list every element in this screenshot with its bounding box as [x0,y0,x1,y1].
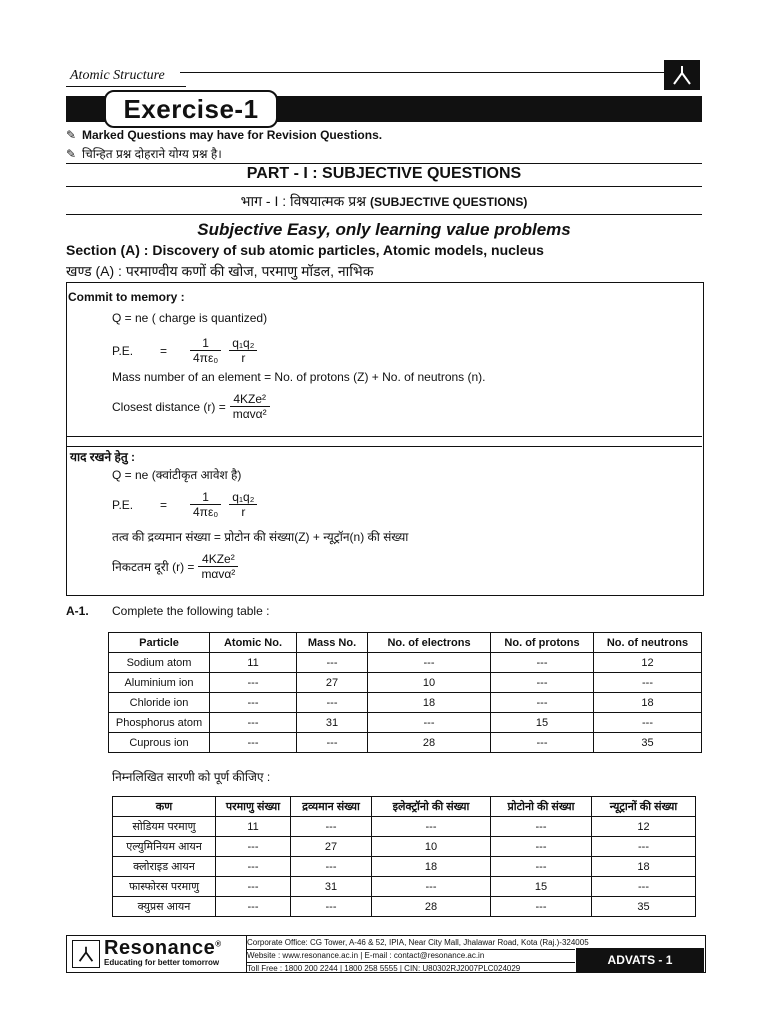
table-row [113,817,696,837]
table-cell: --- [491,733,594,753]
table-cell: Phosphorus atom [109,713,210,733]
memory-box [66,282,704,596]
table-header-cell: न्यूट्रानों की संख्या [592,797,696,817]
header-underline [66,86,186,87]
divider [66,186,702,187]
table-row [109,673,702,693]
table-cell: 10 [368,673,491,693]
table-row [109,653,702,673]
table-cell: --- [216,837,291,857]
question-text-hindi: निम्नलिखित सारणी को पूर्ण कीजिए : [112,770,271,784]
footer-rule [247,962,575,963]
table-cell: Aluminium ion [109,673,210,693]
table-cell: 27 [297,673,368,693]
table-cell: --- [594,713,702,733]
particle-table-hindi [112,796,696,917]
memory-heading: Commit to memory : [68,290,185,304]
table-cell: --- [216,897,291,917]
table-cell: 31 [297,713,368,733]
table-cell: 31 [291,877,372,897]
table-cell: क्लोराइड आयन [113,857,216,877]
table-cell: 12 [594,653,702,673]
table-header-cell: परमाणु संख्या [216,797,291,817]
table-cell: --- [297,693,368,713]
footer-tagline: Educating for better tomorrow [104,958,220,967]
table-cell: --- [368,653,491,673]
table-cell: --- [594,673,702,693]
table-cell: --- [491,653,594,673]
table-header-cell: Atomic No. [210,633,297,653]
table-header-row [113,797,696,817]
table-row [113,837,696,857]
table-cell: 28 [372,897,491,917]
table-cell: 18 [368,693,491,713]
pe-formula: P.E. = $\frac{1}{\text{4πε₀}}$ $\frac{\text{q₁q₂}}{r}$ [112,336,257,365]
section-title-hindi: खण्ड (A) : परमाण्वीय कणों की खोज, परमाणु मॉडल, नाभिक [66,263,374,279]
table-cell: --- [291,857,372,877]
table-row [113,897,696,917]
table-cell: --- [491,817,592,837]
charge-formula: Q = ne ( charge is quantized) [112,311,268,325]
table-header-cell: Particle [109,633,210,653]
divider [66,163,702,164]
note-hindi: ✎ चिन्हित प्रश्न दोहराने योग्य प्रश्न है। [66,147,222,161]
divider [66,214,702,215]
table-cell: एल्युमिनियम आयन [113,837,216,857]
chapter-title: Atomic Structure [70,68,165,83]
table-cell: Cuprous ion [109,733,210,753]
table-header-cell: No. of neutrons [594,633,702,653]
subtitle: Subjective Easy, only learning value problems [197,220,571,239]
table-cell: --- [372,817,491,837]
table-header-cell: No. of electrons [368,633,491,653]
pen-icon: ✎ [66,128,77,142]
table-cell: --- [210,733,297,753]
table-header-cell: इलेक्ट्रॉनो की संख्या [372,797,491,817]
table-cell: 10 [372,837,491,857]
footer-rule [247,949,575,950]
table-cell: 12 [592,817,696,837]
table-cell: 18 [372,857,491,877]
table-header-row [109,633,702,653]
part-title: PART - I : SUBJECTIVE QUESTIONS [246,165,522,182]
table-cell: फास्फोरस परमाणु [113,877,216,897]
table-cell: 35 [592,897,696,917]
table-cell: --- [210,693,297,713]
exercise-title: Exercise-1 [104,90,278,128]
table-row [109,693,702,713]
table-header-cell: No. of protons [491,633,594,653]
memory-divider [66,436,702,437]
table-cell: 15 [491,713,594,733]
table-row [113,877,696,897]
particle-table [108,632,702,753]
table-cell: --- [491,857,592,877]
table-cell: 28 [368,733,491,753]
table-cell: 11 [216,817,291,837]
table-header-cell: कण [113,797,216,817]
closest-distance-formula-hindi: निकटतम दूरी (r) = $\frac{\text{4KZe²}}{\text{mαvα²}}$ [112,552,238,581]
table-cell: क्युप्रस आयन [113,897,216,917]
table-cell: --- [297,733,368,753]
table-cell: --- [491,837,592,857]
footer-web: Website : www.resonance.ac.in | E-mail : contact@resonance.ac.in [247,951,485,960]
pen-icon: ✎ [66,147,77,161]
table-cell: --- [592,837,696,857]
table-cell: 27 [291,837,372,857]
resonance-logo-icon [664,60,700,90]
table-cell: --- [491,673,594,693]
table-header-cell: द्रव्यमान संख्या [291,797,372,817]
table-cell: 15 [491,877,592,897]
table-cell: --- [368,713,491,733]
part-subtitle-hindi: भाग - I : विषयात्मक प्रश्न (SUBJECTIVE QUESTIONS) [240,193,528,209]
closest-distance-formula: Closest distance (r) = $\frac{\text{4KZe²}}{\text{mαvα²}}$ [112,392,270,421]
mass-number-formula-hindi: तत्व की द्रव्यमान संख्या = प्रोटोन की संख्या(Z) + न्यूट्रॉन(n) की संख्या [112,530,409,544]
pe-formula-hindi: P.E. = $\frac{1}{\text{4πε₀}}$ $\frac{\text{q₁q₂}}{r}$ [112,490,257,519]
table-cell: Sodium atom [109,653,210,673]
table-cell: --- [291,817,372,837]
question-number: A-1. [66,604,89,618]
table-row [109,713,702,733]
table-header-cell: Mass No. [297,633,368,653]
table-cell: --- [491,897,592,917]
table-cell: 35 [594,733,702,753]
table-cell: --- [491,693,594,713]
footer-toll: Toll Free : 1800 200 2244 | 1800 258 5555 | CIN: U80302RJ2007PLC024029 [247,964,521,973]
table-cell: --- [210,673,297,693]
footer-office: Corporate Office: CG Tower, A-46 & 52, IPIA, Near City Mall, Jhalawar Road, Kota (Raj.)-324005 [247,938,589,947]
table-row [109,733,702,753]
table-cell: 11 [210,653,297,673]
table-cell: --- [210,713,297,733]
question-text: Complete the following table : [112,604,270,618]
table-cell: Chloride ion [109,693,210,713]
table-row [113,857,696,877]
memory-divider [66,446,702,447]
table-cell: --- [372,877,491,897]
table-cell: 18 [594,693,702,713]
page-number: ADVATS - 1 [576,948,704,972]
table-cell: 18 [592,857,696,877]
table-cell: --- [592,877,696,897]
table-cell: --- [216,857,291,877]
table-header-cell: प्रोटोनो की संख्या [491,797,592,817]
charge-formula-hindi: Q = ne (क्वांटीकृत आवेश है) [112,468,242,482]
table-cell: सोडियम परमाणु [113,817,216,837]
header-rule [180,72,668,73]
section-title: Section (A) : Discovery of sub atomic particles, Atomic models, nucleus [66,242,544,258]
resonance-logo-icon [72,940,100,968]
mass-number-formula: Mass number of an element = No. of protons (Z) + No. of neutrons (n). [112,370,486,384]
note-english: ✎ Marked Questions may have for Revision Questions. [66,128,383,142]
footer-brand: Resonance® [104,937,222,959]
table-cell: --- [291,897,372,917]
table-cell: --- [216,877,291,897]
memory-heading-hindi: याद रखने हेतु : [70,450,136,464]
table-cell: --- [297,653,368,673]
